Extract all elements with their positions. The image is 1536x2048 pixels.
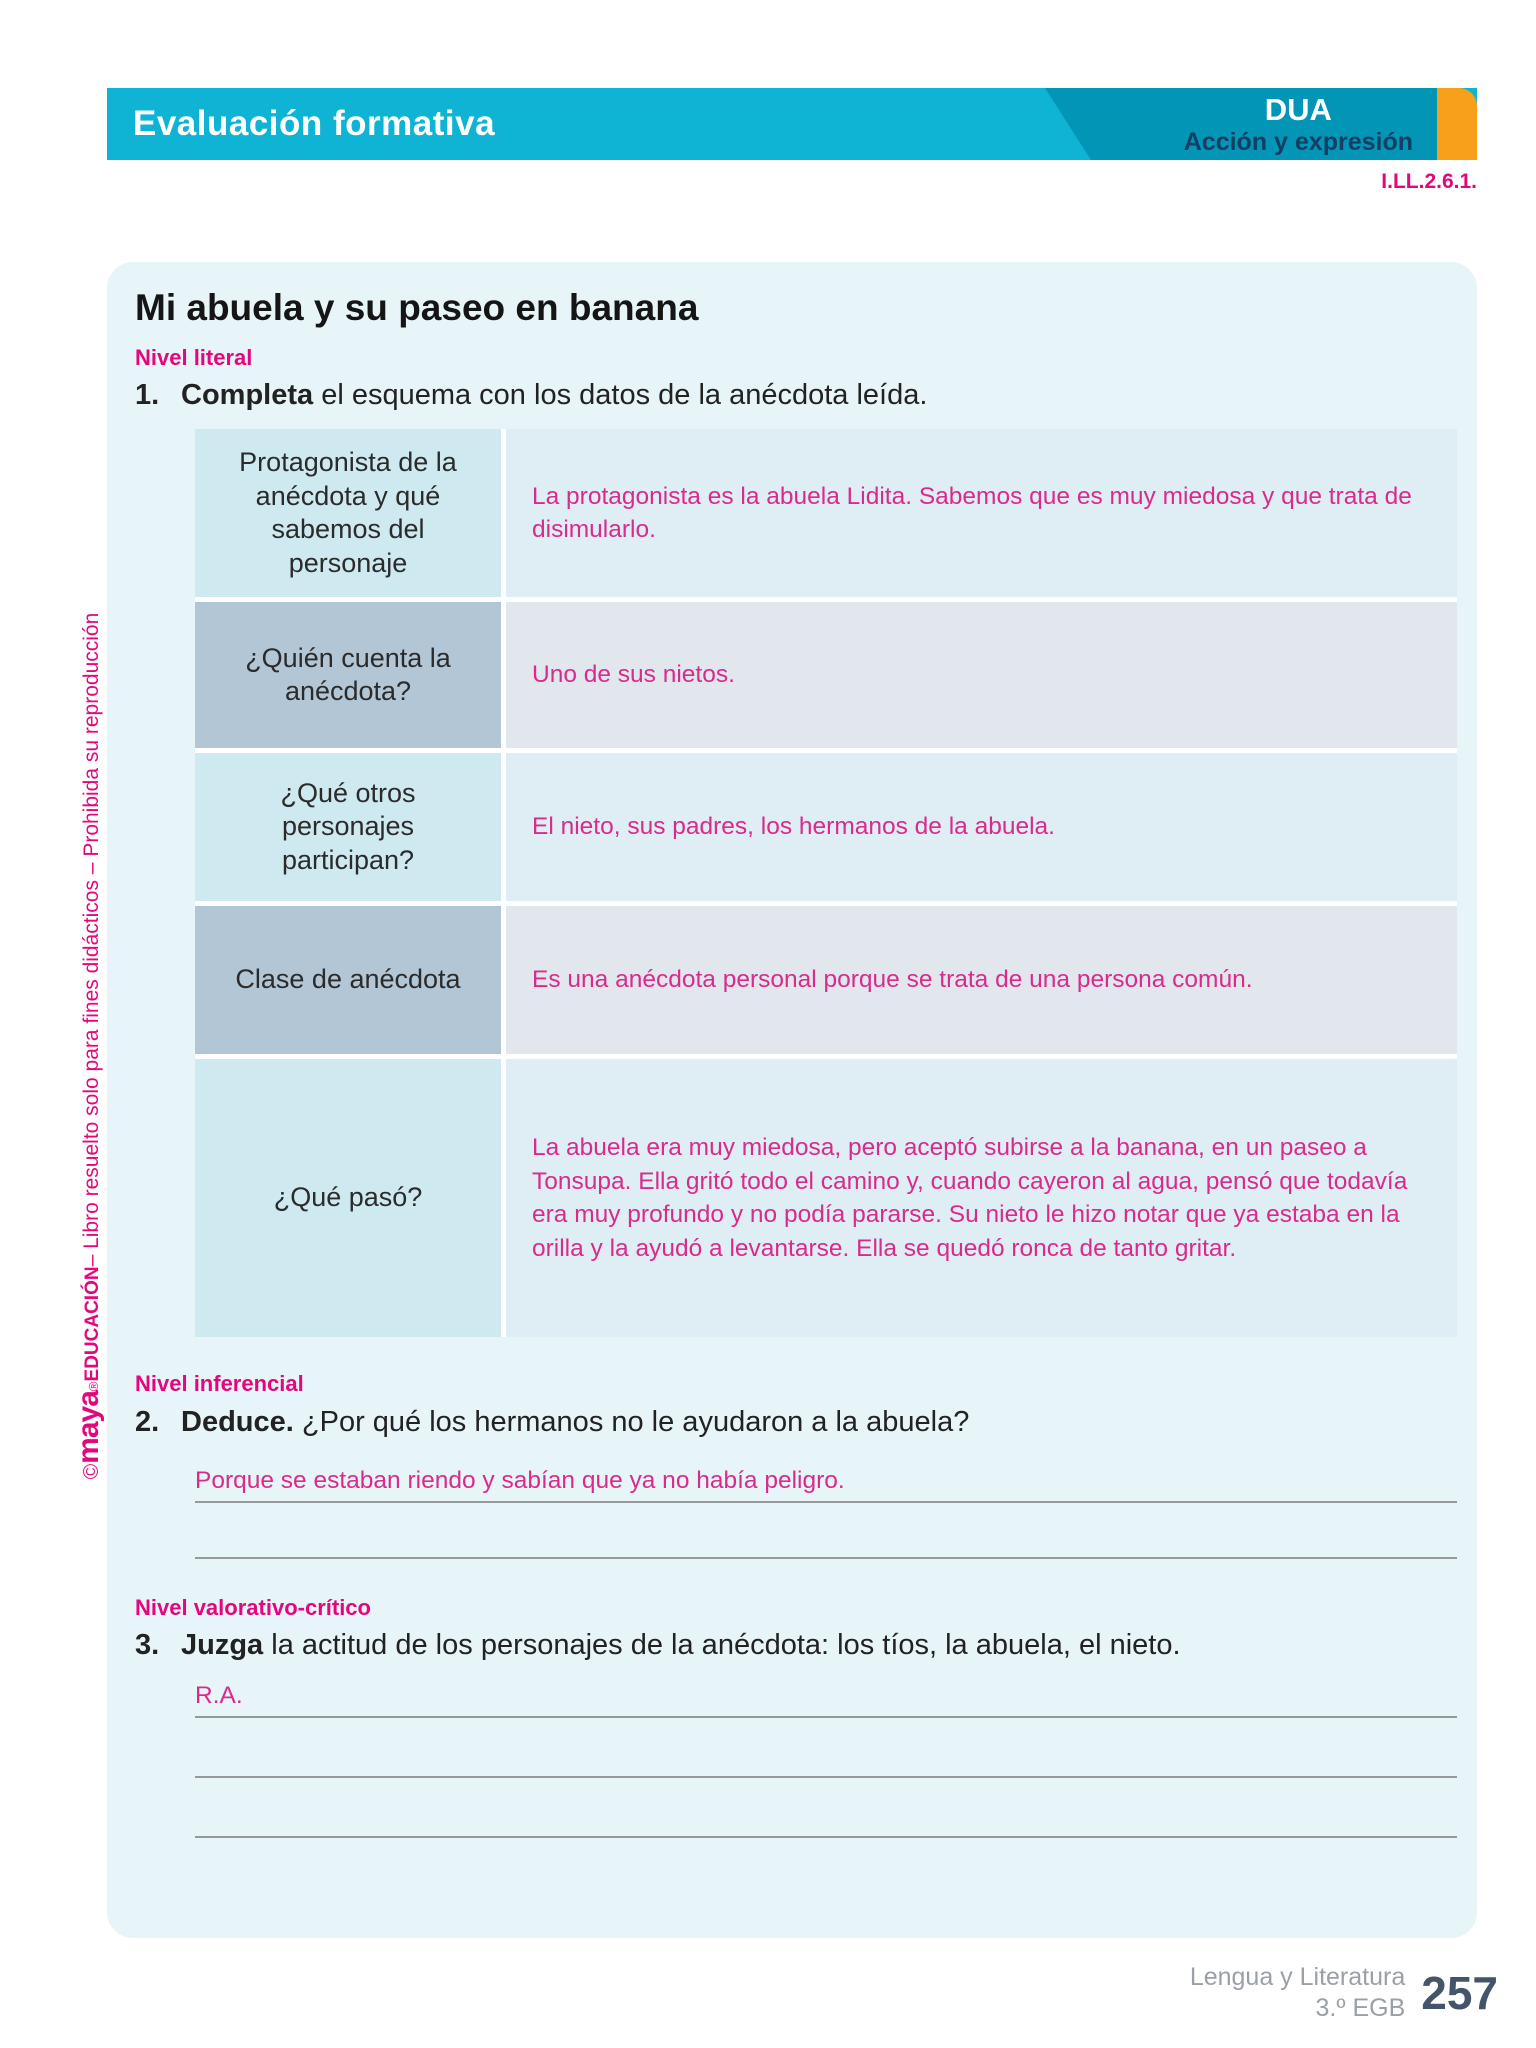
question-text <box>181 1627 1455 1663</box>
publisher-logo: maya <box>72 1391 105 1464</box>
level-label-literal: Nivel literal <box>135 344 253 370</box>
blank-line <box>195 1718 1457 1778</box>
dua-badge-title: DUA <box>1264 92 1332 127</box>
answer-line: R.A. <box>195 1681 1457 1718</box>
table-label-cell: Clase de anécdota <box>195 906 501 1054</box>
question-instruction: la actitud de los personajes de la anécdota: los tíos, la abuela, el nieto. <box>263 1628 1181 1661</box>
footer-page-number: 257 <box>1421 1967 1498 2020</box>
question-text <box>181 1404 1455 1440</box>
section-title: Evaluación formativa <box>133 104 496 143</box>
question-number: 2. <box>135 1405 160 1438</box>
question-item-3 <box>135 1627 1455 1663</box>
copyright-sidebar <box>72 546 104 1546</box>
dua-badge <box>1184 92 1413 156</box>
table-answer-cell: Es una anécdota personal porque se trata de una persona común. <box>506 906 1457 1054</box>
level-label-valorativo: Nivel valorativo-crítico <box>135 1594 371 1620</box>
dua-badge-subtitle: Acción y expresión <box>1183 127 1413 156</box>
registered-symbol: ® <box>86 1381 101 1392</box>
question-verb: Completa <box>181 379 314 412</box>
page-footer <box>1190 1962 1498 2025</box>
question-instruction: ¿Por qué los hermanos no le ayudaron a la abuela? <box>293 1405 970 1438</box>
footer-meta <box>1190 1962 1405 2025</box>
copyright-notice: – Libro resuelto solo para fines didácticos – Prohibida su reproducción <box>80 612 103 1267</box>
standard-code: I.LL.2.6.1. <box>1381 170 1477 193</box>
schema-table <box>195 429 1457 1337</box>
question-verb: Deduce. <box>181 1405 294 1438</box>
copyright-symbol: © <box>80 1463 103 1480</box>
blank-line <box>195 1503 1457 1559</box>
header-bar <box>107 88 1477 160</box>
footer-subject: Lengua y Literatura <box>1189 1963 1406 1991</box>
worksheet-title: Mi abuela y su paseo en banana <box>135 287 699 328</box>
footer-grade: 3.º EGB <box>1315 1994 1406 2023</box>
table-answer-cell: La protagonista es la abuela Lidita. Sabemos que es muy miedosa y que trata de disimularlo. <box>506 429 1457 597</box>
table-label-cell: Protagonista de la anécdota y qué sabemos del personaje <box>195 429 501 597</box>
publisher-name: EDUCACIÓN <box>82 1266 103 1382</box>
question-instruction: el esquema con los datos de la anécdota leída. <box>313 379 928 412</box>
table-answer-cell: La abuela era muy miedosa, pero aceptó subirse a la banana, en un paseo a Tonsupa. Ella gritó todo el camino y, cuando cayeron al agua, pensó que todavía era muy profundo y no podía pararse. Su nieto le hizo notar que ya estaba en la orilla y la ayudó a levantarse. Ella se quedó ronca de tanto gritar. <box>506 1059 1457 1337</box>
blank-line <box>195 1778 1457 1838</box>
table-answer-cell: Uno de sus nietos. <box>506 602 1457 748</box>
question-verb: Juzga <box>181 1628 264 1661</box>
content-panel <box>107 262 1477 1938</box>
question-number: 1. <box>135 379 160 412</box>
question-number: 3. <box>135 1628 160 1661</box>
level-label-inferencial: Nivel inferencial <box>135 1371 304 1397</box>
question-item-2 <box>135 1404 1455 1440</box>
table-label-cell: ¿Quién cuenta la anécdota? <box>195 602 501 748</box>
table-label-cell: ¿Qué pasó? <box>195 1059 501 1337</box>
answer-line: Porque se estaban riendo y sabían que ya no había peligro. <box>195 1466 1457 1503</box>
table-answer-cell: El nieto, sus padres, los hermanos de la abuela. <box>506 753 1457 901</box>
question-item-1 <box>135 377 1455 413</box>
orange-corner-accent <box>1437 88 1477 160</box>
question-text <box>181 377 1455 413</box>
table-label-cell: ¿Qué otros personajes participan? <box>195 753 501 901</box>
